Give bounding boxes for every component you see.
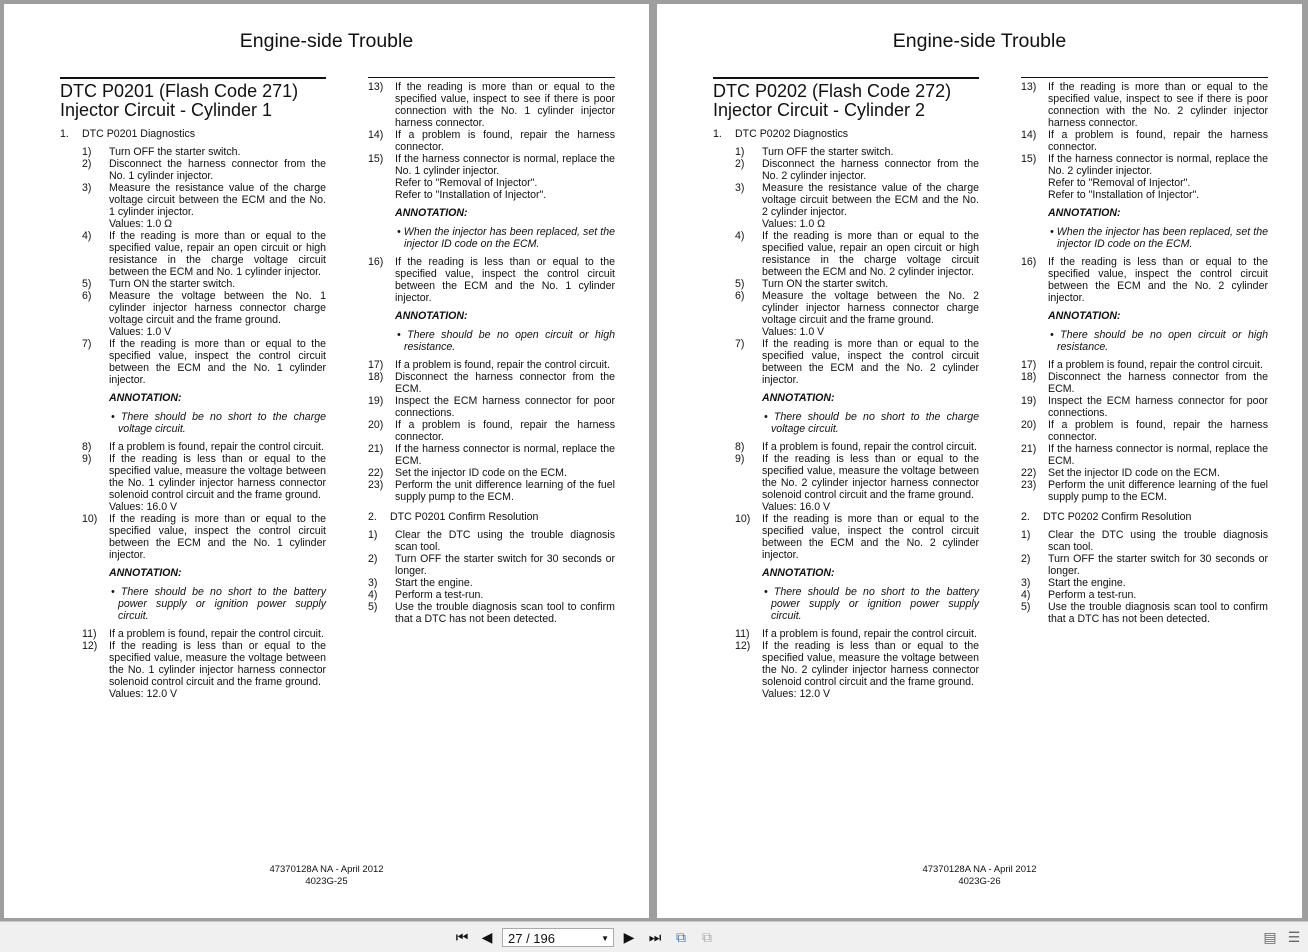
first-page-icon[interactable]: ⏮: [455, 928, 469, 945]
section-title: DTC P0202 Confirm Resolution: [1043, 511, 1192, 523]
step-number: 22): [1021, 467, 1037, 479]
step-text: Measure the voltage between the No. 2 cylinder injector harness connector charge voltage circuit and the frame ground. Values: 1.0 V: [762, 290, 979, 338]
section-heading: [713, 128, 979, 140]
step-number: 20): [1021, 419, 1037, 431]
annotation-heading: ANNOTATION:: [762, 392, 835, 404]
section-heading: [368, 511, 615, 523]
step-number: 9): [82, 453, 92, 465]
page-number-select[interactable]: [502, 928, 614, 947]
step-text: Turn OFF the starter switch.: [109, 146, 241, 158]
list-item: [368, 153, 615, 201]
left-column: [713, 77, 979, 700]
annotation-heading: ANNOTATION:: [395, 310, 468, 322]
page-footer: [4, 864, 649, 888]
list-item: [735, 628, 979, 640]
list-item: [368, 553, 615, 577]
annotation-block: [395, 310, 615, 353]
page-indicator: 27 / 196: [508, 931, 555, 946]
title-rule: [713, 77, 979, 79]
step-number: 11): [735, 628, 750, 640]
footer-document-id: 47370128A NA - April 2012: [922, 864, 1037, 875]
annotation-heading: ANNOTATION:: [762, 567, 835, 579]
step-number: 3): [82, 182, 92, 194]
column-rule: [368, 77, 615, 78]
list-item: [1021, 589, 1268, 601]
list-item: [368, 479, 615, 503]
step-text: Inspect the ECM harness connector for poor connections.: [395, 395, 615, 419]
step-number: 4): [82, 230, 92, 242]
list-item: [368, 601, 615, 625]
list-item: [735, 453, 979, 513]
list-item: [1021, 529, 1268, 553]
step-number: 12): [735, 640, 751, 652]
list-item: [368, 443, 615, 467]
step-text: Perform the unit difference learning of the fuel supply pump to the ECM.: [395, 479, 615, 503]
list-item: [368, 577, 615, 589]
list-item: [1021, 467, 1268, 479]
step-text: If the reading is less than or equal to the specified value, measure the voltage between the No. 1 cylinder injector harness connector solenoid control circuit and the frame ground. Values: 12.0 V: [109, 640, 326, 700]
step-text: If the reading is more than or equal to the specified value, inspect to see if there is poor connection with the No. 1 cylinder injector harness connector.: [395, 81, 615, 129]
list-item: [368, 467, 615, 479]
step-number: 1): [82, 146, 92, 158]
step-text: If a problem is found, repair the harness connector.: [1048, 419, 1268, 443]
annotation-block: [1048, 310, 1268, 353]
list-item: [82, 513, 326, 561]
list-item: [368, 371, 615, 395]
list-item: [735, 230, 979, 278]
step-number: 7): [82, 338, 92, 350]
list-item: [735, 441, 979, 453]
annotation-heading: ANNOTATION:: [395, 207, 468, 219]
previous-page-icon[interactable]: ◀: [481, 928, 493, 945]
step-number: 17): [1021, 359, 1037, 371]
list-item: [368, 395, 615, 419]
list-item: [1021, 256, 1268, 304]
step-number: 5): [82, 278, 92, 290]
continuous-page-view-icon[interactable]: ☰: [1287, 928, 1301, 945]
step-text: If the reading is less than or equal to the specified value, inspect the control circuit between the ECM and the No. 2 cylinder injector.: [1048, 256, 1268, 304]
step-text: If the reading is more than or equal to the specified value, inspect the control circuit between the ECM and the No. 1 cylinder injector.: [109, 513, 326, 561]
footer-page-number: 4023G-25: [305, 876, 348, 887]
step-number: 21): [368, 443, 384, 455]
step-text: Inspect the ECM harness connector for poor connections.: [1048, 395, 1268, 419]
pdf-page-left: [4, 4, 649, 918]
step-number: 4): [368, 589, 378, 601]
step-number: 1): [368, 529, 378, 541]
annotation-block: [109, 392, 326, 435]
list-item: [368, 529, 615, 553]
step-number: 18): [368, 371, 384, 383]
section-number: 1.: [713, 128, 722, 140]
step-text: If the reading is more than or equal to the specified value, inspect the control circuit between the ECM and the No. 2 cylinder injector.: [762, 513, 979, 561]
list-item: [82, 290, 326, 338]
step-text: If a problem is found, repair the harness connector.: [1048, 129, 1268, 153]
step-number: 2): [735, 158, 745, 170]
list-item: [368, 419, 615, 443]
list-item: [82, 146, 326, 158]
dtc-subtitle: Injector Circuit - Cylinder 2: [713, 100, 926, 120]
step-text: Turn OFF the starter switch.: [762, 146, 894, 158]
list-item: [1021, 553, 1268, 577]
step-text: Use the trouble diagnosis scan tool to confirm that a DTC has not been detected.: [395, 601, 615, 625]
step-text: If a problem is found, repair the harness connector.: [395, 129, 615, 153]
step-number: 10): [82, 513, 98, 525]
step-text: Clear the DTC using the trouble diagnosis scan tool.: [395, 529, 615, 553]
list-item: [1021, 601, 1268, 625]
left-column: [60, 77, 326, 700]
page-footer: [657, 864, 1302, 888]
section-number: 2.: [368, 511, 377, 523]
section-title: DTC P0202 Diagnostics: [735, 128, 849, 140]
annotation-heading: ANNOTATION:: [1048, 310, 1121, 322]
list-item: [82, 158, 326, 182]
annotation-note: • When the injector has been replaced, set the injector ID code on the ECM.: [397, 226, 615, 250]
step-number: 13): [1021, 81, 1037, 93]
step-text: Turn ON the starter switch.: [109, 278, 236, 290]
list-item: [1021, 371, 1268, 395]
compare-page-icon[interactable]: ⧉: [702, 928, 712, 945]
next-page-icon[interactable]: ▶: [623, 928, 635, 945]
step-number: 10): [735, 513, 751, 525]
step-number: 13): [368, 81, 384, 93]
annotation-note: • There should be no open circuit or high resistance.: [1050, 329, 1268, 353]
annotation-note: • There should be no short to the battery power supply or ignition power supply circuit.: [764, 586, 979, 622]
step-number: 8): [735, 441, 745, 453]
step-text: Perform a test-run.: [1048, 589, 1137, 601]
list-item: [1021, 479, 1268, 503]
step-text: If the reading is more than or equal to the specified value, inspect the control circuit between the ECM and the No. 2 cylinder injector.: [762, 338, 979, 386]
list-item: [1021, 419, 1268, 443]
pdf-page-right: [657, 4, 1302, 918]
section-heading: [1021, 511, 1268, 523]
step-number: 5): [735, 278, 745, 290]
step-number: 4): [1021, 589, 1031, 601]
list-item: [1021, 81, 1268, 129]
step-text: Clear the DTC using the trouble diagnosis scan tool.: [1048, 529, 1268, 553]
step-text: If the reading is less than or equal to the specified value, measure the voltage between the No. 2 cylinder injector harness connector solenoid control circuit and the frame ground. Values: 12.0 V: [762, 640, 979, 700]
step-text: If the reading is more than or equal to the specified value, repair an open circuit or high resistance in the charge voltage circuit between the ECM and No. 2 cylinder injector.: [762, 230, 979, 278]
step-number: 20): [368, 419, 384, 431]
step-text: If the reading is less than or equal to the specified value, measure the voltage between the No. 2 cylinder injector harness connector solenoid control circuit and the frame ground. Values: 16.0 V: [762, 453, 979, 513]
list-item: [82, 628, 326, 640]
list-item: [82, 182, 326, 230]
step-text: If the reading is more than or equal to the specified value, inspect to see if there is poor connection with the No. 2 cylinder injector harness connector.: [1048, 81, 1268, 129]
step-number: 2): [1021, 553, 1031, 565]
annotation-block: [762, 567, 979, 622]
list-item: [82, 230, 326, 278]
footer-page-number: 4023G-26: [958, 876, 1001, 887]
section-title: DTC P0201 Confirm Resolution: [390, 511, 539, 523]
step-text: Turn OFF the starter switch for 30 seconds or longer.: [1048, 553, 1268, 577]
step-text: If a problem is found, repair the control circuit.: [762, 628, 977, 640]
step-number: 9): [735, 453, 745, 465]
step-number: 1): [735, 146, 745, 158]
annotation-block: [762, 392, 979, 435]
step-text: If the reading is less than or equal to the specified value, measure the voltage between the No. 1 cylinder injector harness connector solenoid control circuit and the frame ground. Values: 16.0 V: [109, 453, 326, 513]
step-text: If the reading is less than or equal to the specified value, inspect the control circuit between the ECM and the No. 1 cylinder injector.: [395, 256, 615, 304]
step-number: 3): [1021, 577, 1031, 589]
step-number: 14): [1021, 129, 1037, 141]
step-text: If a problem is found, repair the control circuit.: [109, 628, 324, 640]
step-text: If the reading is more than or equal to the specified value, inspect the control circuit between the ECM and the No. 1 cylinder injector.: [109, 338, 326, 386]
list-item: [1021, 443, 1268, 467]
list-item: [1021, 153, 1268, 201]
list-item: [82, 453, 326, 513]
step-text: Turn OFF the starter switch for 30 seconds or longer.: [395, 553, 615, 577]
step-number: 5): [368, 601, 378, 613]
list-item: [735, 338, 979, 386]
step-number: 19): [1021, 395, 1037, 407]
list-item: [82, 338, 326, 386]
list-item: [368, 129, 615, 153]
list-item: [735, 513, 979, 561]
section-title: DTC P0201 Diagnostics: [82, 128, 196, 140]
step-number: 7): [735, 338, 745, 350]
footer-document-id: 47370128A NA - April 2012: [269, 864, 384, 875]
page-layout-icon[interactable]: ⧉: [676, 928, 686, 945]
step-number: 3): [368, 577, 378, 589]
step-text: Perform the unit difference learning of the fuel supply pump to the ECM.: [1048, 479, 1268, 503]
step-number: 14): [368, 129, 384, 141]
page-header: Engine-side Trouble: [239, 30, 414, 52]
list-item: [82, 278, 326, 290]
step-number: 23): [368, 479, 384, 491]
step-text: If a problem is found, repair the control circuit.: [395, 359, 610, 371]
list-item: [1021, 577, 1268, 589]
step-text: Perform a test-run.: [395, 589, 484, 601]
list-item: [368, 589, 615, 601]
step-number: 11): [82, 628, 97, 640]
step-text: If the harness connector is normal, replace the No. 2 cylinder injector. Refer to "Removal of Injector". Refer to "Installation of Injector".: [1048, 153, 1268, 201]
annotation-note: • There should be no short to the charge voltage circuit.: [111, 411, 326, 435]
dtc-title: DTC P0201 (Flash Code 271): [60, 81, 299, 101]
annotation-heading: ANNOTATION:: [1048, 207, 1121, 219]
step-number: 3): [735, 182, 745, 194]
step-number: 6): [735, 290, 745, 302]
list-item: [1021, 359, 1268, 371]
step-text: If the harness connector is normal, replace the No. 1 cylinder injector. Refer to "Removal of Injector". Refer to "Installation of Injector".: [395, 153, 615, 201]
annotation-note: • When the injector has been replaced, set the injector ID code on the ECM.: [1050, 226, 1268, 250]
column-rule: [1021, 77, 1268, 78]
step-number: 15): [1021, 153, 1037, 165]
step-number: 8): [82, 441, 92, 453]
step-text: Set the injector ID code on the ECM.: [395, 467, 567, 479]
list-item: [368, 256, 615, 304]
step-text: If the harness connector is normal, replace the ECM.: [395, 443, 615, 467]
step-number: 19): [368, 395, 384, 407]
step-number: 2): [368, 553, 378, 565]
step-text: Disconnect the harness connector from the ECM.: [1048, 371, 1268, 395]
list-item: [735, 158, 979, 182]
annotation-note: • There should be no short to the battery power supply or ignition power supply circuit.: [111, 586, 326, 622]
step-number: 5): [1021, 601, 1031, 613]
title-rule: [60, 77, 326, 79]
page-header: Engine-side Trouble: [892, 30, 1067, 52]
right-column: [1021, 77, 1268, 625]
dtc-title: DTC P0202 (Flash Code 272): [713, 81, 952, 101]
step-text: Start the engine.: [395, 577, 473, 589]
step-text: Use the trouble diagnosis scan tool to confirm that a DTC has not been detected.: [1048, 601, 1268, 625]
step-text: If the harness connector is normal, replace the ECM.: [1048, 443, 1268, 467]
list-item: [735, 146, 979, 158]
annotation-block: [395, 207, 615, 250]
step-text: If a problem is found, repair the control circuit.: [109, 441, 324, 453]
step-number: 16): [1021, 256, 1037, 268]
step-number: 22): [368, 467, 384, 479]
step-text: Measure the voltage between the No. 1 cylinder injector harness connector charge voltage circuit and the frame ground. Values: 1.0 V: [109, 290, 326, 338]
step-number: 16): [368, 256, 384, 268]
section-heading: [60, 128, 326, 140]
step-text: Measure the resistance value of the charge voltage circuit between the ECM and the No. 1 cylinder injector. Values: 1.0 Ω: [109, 182, 326, 230]
list-item: [368, 81, 615, 129]
step-number: 1): [1021, 529, 1031, 541]
annotation-heading: ANNOTATION:: [109, 392, 182, 404]
step-text: If the reading is more than or equal to the specified value, repair an open circuit or high resistance in the charge voltage circuit between the ECM and No. 1 cylinder injector.: [109, 230, 326, 278]
list-item: [82, 441, 326, 453]
step-text: If a problem is found, repair the harness connector.: [395, 419, 615, 443]
step-number: 4): [735, 230, 745, 242]
step-text: Disconnect the harness connector from the No. 1 cylinder injector.: [109, 158, 326, 182]
right-column: [368, 77, 615, 625]
annotation-note: • There should be no open circuit or high resistance.: [397, 329, 615, 353]
section-number: 2.: [1021, 511, 1030, 523]
pdf-navigation-toolbar: [0, 921, 1308, 952]
step-number: 2): [82, 158, 92, 170]
list-item: [735, 640, 979, 700]
list-item: [368, 359, 615, 371]
list-item: [735, 290, 979, 338]
step-text: If a problem is found, repair the control circuit.: [1048, 359, 1263, 371]
annotation-heading: ANNOTATION:: [109, 567, 182, 579]
dtc-subtitle: Injector Circuit - Cylinder 1: [60, 100, 273, 120]
step-text: Set the injector ID code on the ECM.: [1048, 467, 1220, 479]
step-text: Disconnect the harness connector from the ECM.: [395, 371, 615, 395]
annotation-block: [1048, 207, 1268, 250]
step-text: If a problem is found, repair the control circuit.: [762, 441, 977, 453]
step-text: Turn ON the starter switch.: [762, 278, 889, 290]
step-number: 12): [82, 640, 98, 652]
annotation-note: • There should be no short to the charge voltage circuit.: [764, 411, 979, 435]
single-page-view-icon[interactable]: ▤: [1263, 928, 1277, 945]
step-text: Disconnect the harness connector from the No. 2 cylinder injector.: [762, 158, 979, 182]
list-item: [82, 640, 326, 700]
step-number: 21): [1021, 443, 1037, 455]
annotation-block: [109, 567, 326, 622]
section-number: 1.: [60, 128, 69, 140]
step-text: Measure the resistance value of the charge voltage circuit between the ECM and the No. 2 cylinder injector. Values: 1.0 Ω: [762, 182, 979, 230]
step-number: 18): [1021, 371, 1037, 383]
chevron-down-icon: ▼: [601, 934, 609, 943]
list-item: [1021, 129, 1268, 153]
step-number: 6): [82, 290, 92, 302]
step-number: 17): [368, 359, 384, 371]
list-item: [735, 182, 979, 230]
step-number: 23): [1021, 479, 1037, 491]
step-text: Start the engine.: [1048, 577, 1126, 589]
list-item: [1021, 395, 1268, 419]
last-page-icon[interactable]: ⏭: [648, 928, 662, 945]
step-number: 15): [368, 153, 384, 165]
list-item: [735, 278, 979, 290]
